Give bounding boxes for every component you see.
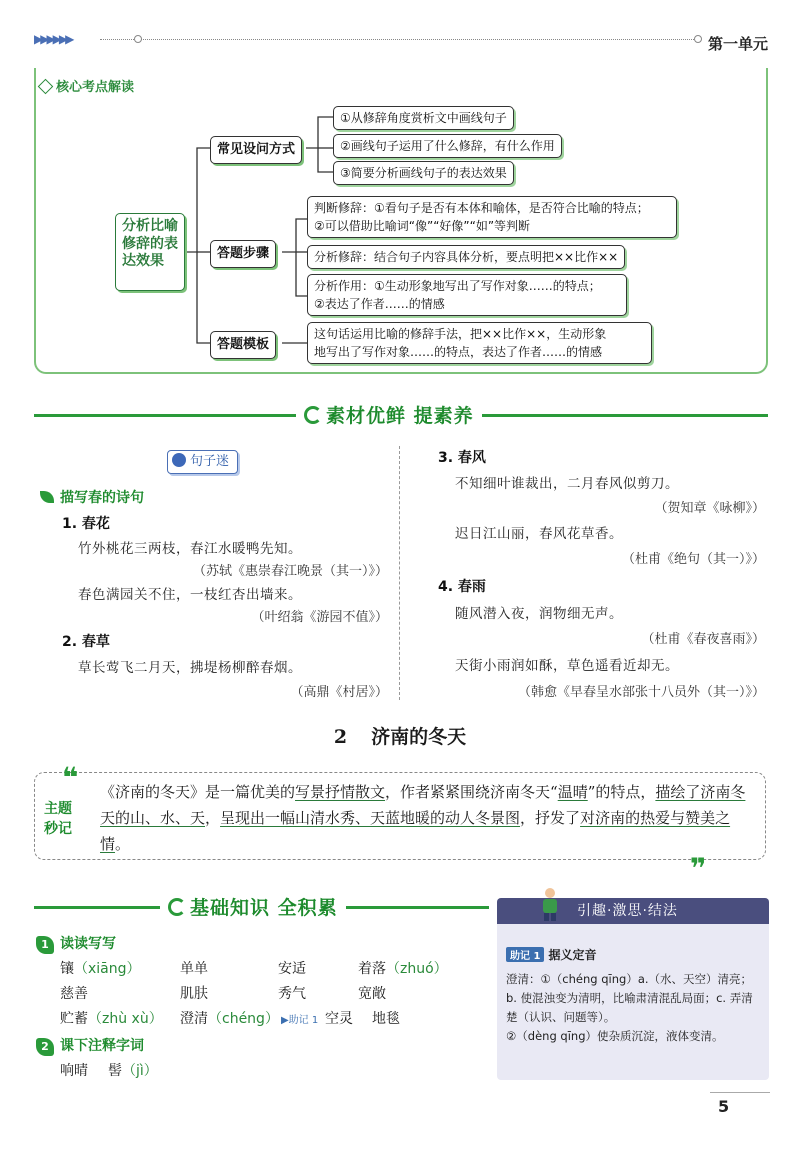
vocab-word: 髻（jì） [108,1063,158,1079]
theme-summary: 《济南的冬天》是一篇优美的写景抒情散文，作者紧紧围绕济南冬天“温晴”的特点，描绘了济南冬天的山、水、天，呈现出一幅山清水秀、天蓝地暖的动人冬景图，抒发了对济南的热爱与赞美之情。 [100,783,746,853]
poem-source: （杜甫《春夜喜雨》） [641,632,765,647]
answer-step-effect: 分析作用：①生动形象地写出了写作对象……的特点； ②表达了作者……的情感 [307,274,627,316]
answer-template-text: 这句话运用比喻的修辞手法，把××比作××，生动形象 地写出了写作对象……的特点，表达了作者……的情感 [307,322,652,364]
answer-step-analyze: 分析修辞：结合句子内容具体分析，要点明把××比作×× [307,245,625,269]
vocab-word: 镶（xiāng） [60,961,141,977]
mind-map-root: 分析比喻修辞的表达效果 [115,213,185,291]
vocab-word: 肌肤 [180,986,208,1002]
vocab-word: 地毯 [372,1011,400,1027]
unit-title: 第一单元 [708,35,769,53]
page-number: 5 [718,1097,730,1116]
memory-note-header: 引趣·激思·结法 [497,898,769,924]
poem-source: （高鼎《村居》） [290,685,388,700]
lesson-title: 2 济南的冬天 [333,726,467,748]
open-quote-icon: ❝ [62,761,79,794]
poem-line: 迟日江山丽，春风花草香。 [455,526,623,542]
swirl-icon [168,898,186,916]
vocab-word: 响晴 [60,1063,88,1079]
poem-source: （杜甫《绝句（其一）》） [621,552,765,567]
question-form-item: ②画线句子运用了什么修辞，有什么作用 [333,134,562,158]
vocab-word: 安适 [278,961,306,977]
question-form-item: ③简要分析画线句子的表达效果 [333,161,514,185]
vocab-word: 慈善 [60,986,88,1002]
memory-note-body: 澄清：①（chéng qīng）a.（水、天空）清亮；b. 使混浊变为清明，比喻肃清混乱局面；c. 弄清楚（认识、问题等）。 ②（dèng qīng）使杂质沉淀，液体变清。 [506,972,753,1043]
poem-heading: 1. 春花 [62,516,110,532]
connector-line [185,148,210,252]
header-arrows-icon: ▶▶▶▶▶▶ [34,32,72,46]
answer-step-judge: 判断修辞：①看句子是否有本体和喻体，是否符合比喻的特点； ②可以借助比喻词“像”“好像”“如”等判断 [307,196,677,238]
vocab-word: 澄清（chéng） ▶助记 1 [180,1011,319,1027]
leaf-icon [40,491,54,503]
vocab-word: 贮蓄（zhù xù） [60,1011,163,1027]
poem-line: 竹外桃花三两枝，春江水暖鸭先知。 [78,541,302,557]
connector-line [197,252,210,343]
section-title-basics: 基础知识 全积累 [160,893,346,920]
question-form-item: ①从修辞角度赏析文中画线句子 [333,106,514,130]
spring-poems-heading: 描写春的诗句 [40,487,144,507]
poem-line: 不知细叶谁裁出，二月春风似剪刀。 [455,476,679,492]
poem-source: （苏轼《惠崇春江晚景（其一）》） [192,564,388,579]
swirl-icon [304,406,322,424]
theme-label: 主题 秒记 [44,801,72,837]
key-icon [172,453,186,467]
core-points-title: 核心考点解读 [40,76,134,95]
vocab-heading-read-write: 1 读读写写 [36,933,116,954]
poem-line: 随风潜入夜，润物细无声。 [455,606,623,622]
vocab-word: 宽敞 [358,986,386,1002]
connector-line [296,252,307,296]
poem-source: （叶绍翁《游园不值》） [251,610,388,625]
poem-heading: 3. 春风 [438,450,486,466]
section-title-material: 素材优鲜 提素养 [296,401,482,428]
branch-question-forms: 常见设问方式 [210,136,302,164]
column-divider [399,446,400,700]
vocab-word: 着落（zhuó） [358,961,448,977]
reader-figure-icon [538,887,562,921]
vocab-word: 秀气 [278,986,306,1002]
memory-note-tag-row: 助记 1 据义定音 [506,946,596,963]
poem-source: （韩愈《早春呈水部张十八员外（其一）》） [517,685,765,700]
poem-heading: 4. 春雨 [438,579,486,595]
branch-answer-steps: 答题步骤 [210,240,276,268]
connector-line [306,117,333,148]
connector-line [318,148,333,172]
sentence-fan-tag: 句子迷 [167,450,238,474]
poem-heading: 2. 春草 [62,634,110,650]
poem-source: （贺知章《咏柳》） [654,501,765,516]
page-number-rule [710,1092,770,1093]
vocab-word: 空灵 [325,1011,353,1027]
poem-line: 天街小雨润如酥，草色遥看近却无。 [455,658,679,674]
branch-answer-template: 答题模板 [210,331,276,359]
close-quote-icon: ❞ [690,852,707,885]
vocab-heading-notes: 2 课下注释字词 [36,1035,144,1056]
vocab-word: 单单 [180,961,208,977]
connector-line [282,219,307,252]
poem-line: 春色满园关不住，一枝红杏出墙来。 [78,587,302,603]
poem-line: 草长莺飞二月天，拂堤杨柳醉春烟。 [78,660,302,676]
